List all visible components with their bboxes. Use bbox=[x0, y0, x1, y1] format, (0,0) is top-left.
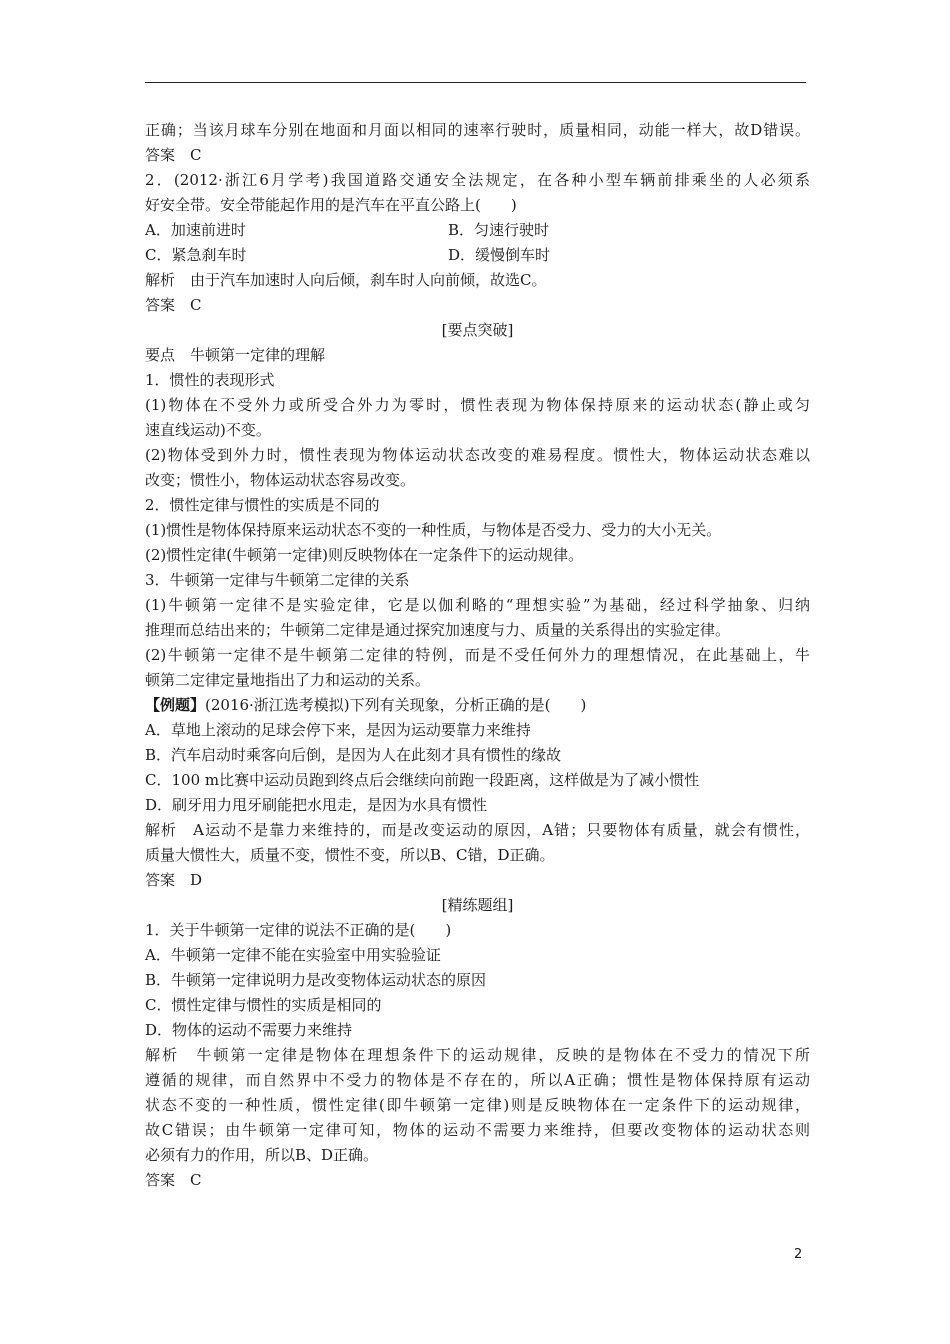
explanation-line: 解析 由于汽车加速时人向后倾，刹车时人向前倾，故选C。 bbox=[145, 271, 547, 289]
text-line: 正确；当该月球车分别在地面和月面以相同的速率行驶时，质量相同，动能一样大，故D错误。 bbox=[145, 121, 810, 139]
explanation-line: 解析 牛顿第一定律是物体在理想条件下的运动规律，反映的是物体在不受力的情况下所 bbox=[145, 1046, 810, 1064]
option-line: A．草地上滚动的足球会停下来，是因为运动要靠力来维持 bbox=[145, 721, 531, 739]
section-heading: [要点突破] bbox=[441, 321, 514, 339]
example-tag: 【例题】 bbox=[145, 696, 206, 714]
question-2-options-row bbox=[145, 243, 810, 268]
subheading: 3．牛顿第一定律与牛顿第二定律的关系 bbox=[145, 571, 410, 589]
text-line: (1)物体在不受外力或所受合外力为零时，惯性表现为物体保持原来的运动状态(静止或匀 bbox=[145, 396, 810, 414]
option-b: B．匀速行驶时 bbox=[448, 221, 550, 239]
explanation-line: 遵循的规律，而自然界中不受力的物体是不存在的，所以A正确；惯性是物体保持原有运动 bbox=[145, 1071, 810, 1089]
option-line: C．惯性定律与惯性的实质是相同的 bbox=[145, 996, 382, 1014]
section-heading: [精练题组] bbox=[441, 896, 514, 914]
page-body bbox=[145, 118, 810, 1193]
explanation-line: 质量大惯性大，质量不变，惯性不变，所以B、C错，D正确。 bbox=[145, 846, 555, 864]
subheading: 2．惯性定律与惯性的实质是不同的 bbox=[145, 496, 380, 514]
answer-line: 答案 D bbox=[145, 871, 203, 889]
text-line: 顿第二定律定量地指出了力和运动的关系。 bbox=[145, 671, 431, 689]
option-line: D．物体的运动不需要力来维持 bbox=[145, 1021, 353, 1039]
option-line: A．牛顿第一定律不能在实验室中用实验验证 bbox=[145, 946, 441, 964]
answer-line: 答案 C bbox=[145, 146, 202, 164]
subheading: 1．惯性的表现形式 bbox=[145, 371, 275, 389]
answer-line: 答案 C bbox=[145, 1171, 202, 1189]
option-d: D．缓慢倒车时 bbox=[448, 246, 551, 264]
explanation-line: 故C错误；由牛顿第一定律可知，物体的运动不需要力来维持，但要改变物体的运动状态则 bbox=[145, 1121, 810, 1139]
text-line: (2)惯性定律(牛顿第一定律)则反映物体在一定条件下的运动规律。 bbox=[145, 546, 583, 564]
text-line: (1)惯性是物体保持原来运动状态不变的一种性质，与物体是否受力、受力的大小无关。 bbox=[145, 521, 722, 539]
text-line: 改变；惯性小，物体运动状态容易改变。 bbox=[145, 471, 416, 489]
key-point-title: 要点 牛顿第一定律的理解 bbox=[145, 346, 326, 364]
practice-question-1: 1．关于牛顿第一定律的说法不正确的是( ) bbox=[145, 921, 452, 939]
question-2-stem-cont: 好安全带。安全带能起作用的是汽车在平直公路上( ) bbox=[145, 196, 517, 214]
option-line: C．100 m比赛中运动员跑到终点后会继续向前跑一段距离，这样做是为了减小惯性 bbox=[145, 771, 700, 789]
text-line: (2)物体受到外力时，惯性表现为物体运动状态改变的难易程度。惯性大，物体运动状态难以 bbox=[145, 446, 810, 464]
question-2-options-row bbox=[145, 218, 810, 243]
header-rule bbox=[145, 82, 806, 83]
explanation-line: 解析 A运动不是靠力来维持的，而是改变运动的原因，A错；只要物体有质量，就会有惯性， bbox=[145, 821, 810, 839]
explanation-line: 必须有力的作用，所以B、D正确。 bbox=[145, 1146, 379, 1164]
text-line: 速直线运动)不变。 bbox=[145, 421, 271, 439]
text-line: 推理而总结出来的；牛顿第二定律是通过探究加速度与力、质量的关系得出的实验定律。 bbox=[145, 621, 731, 639]
question-2-stem: 2．(2012·浙江6月学考)我国道路交通安全法规定，在各种小型车辆前排乘坐的人必须系 bbox=[145, 171, 810, 189]
example-stem: (2016·浙江选考模拟)下列有关现象，分析正确的是( ) bbox=[205, 696, 587, 714]
option-line: B．汽车启动时乘客向后倒，是因为人在此刻才具有惯性的缘故 bbox=[145, 746, 562, 764]
text-line: (1)牛顿第一定律不是实验定律，它是以伽利略的“理想实验”为基础，经过科学抽象、归纳 bbox=[145, 596, 810, 614]
option-a: A．加速前进时 bbox=[145, 221, 246, 239]
example-question bbox=[145, 693, 810, 718]
page-number: 2 bbox=[794, 1247, 803, 1262]
answer-line: 答案 C bbox=[145, 296, 202, 314]
option-line: B．牛顿第一定律说明力是改变物体运动状态的原因 bbox=[145, 971, 487, 989]
option-line: D．刷牙用力甩牙刷能把水甩走，是因为水具有惯性 bbox=[145, 796, 488, 814]
explanation-line: 状态不变的一种性质，惯性定律(即牛顿第一定律)则是反映物体在一定条件下的运动规律， bbox=[145, 1096, 810, 1114]
text-line: (2)牛顿第一定律不是牛顿第二定律的特例，而是不受任何外力的理想情况，在此基础上，牛 bbox=[145, 646, 810, 664]
option-c: C．紧急刹车时 bbox=[145, 246, 247, 264]
